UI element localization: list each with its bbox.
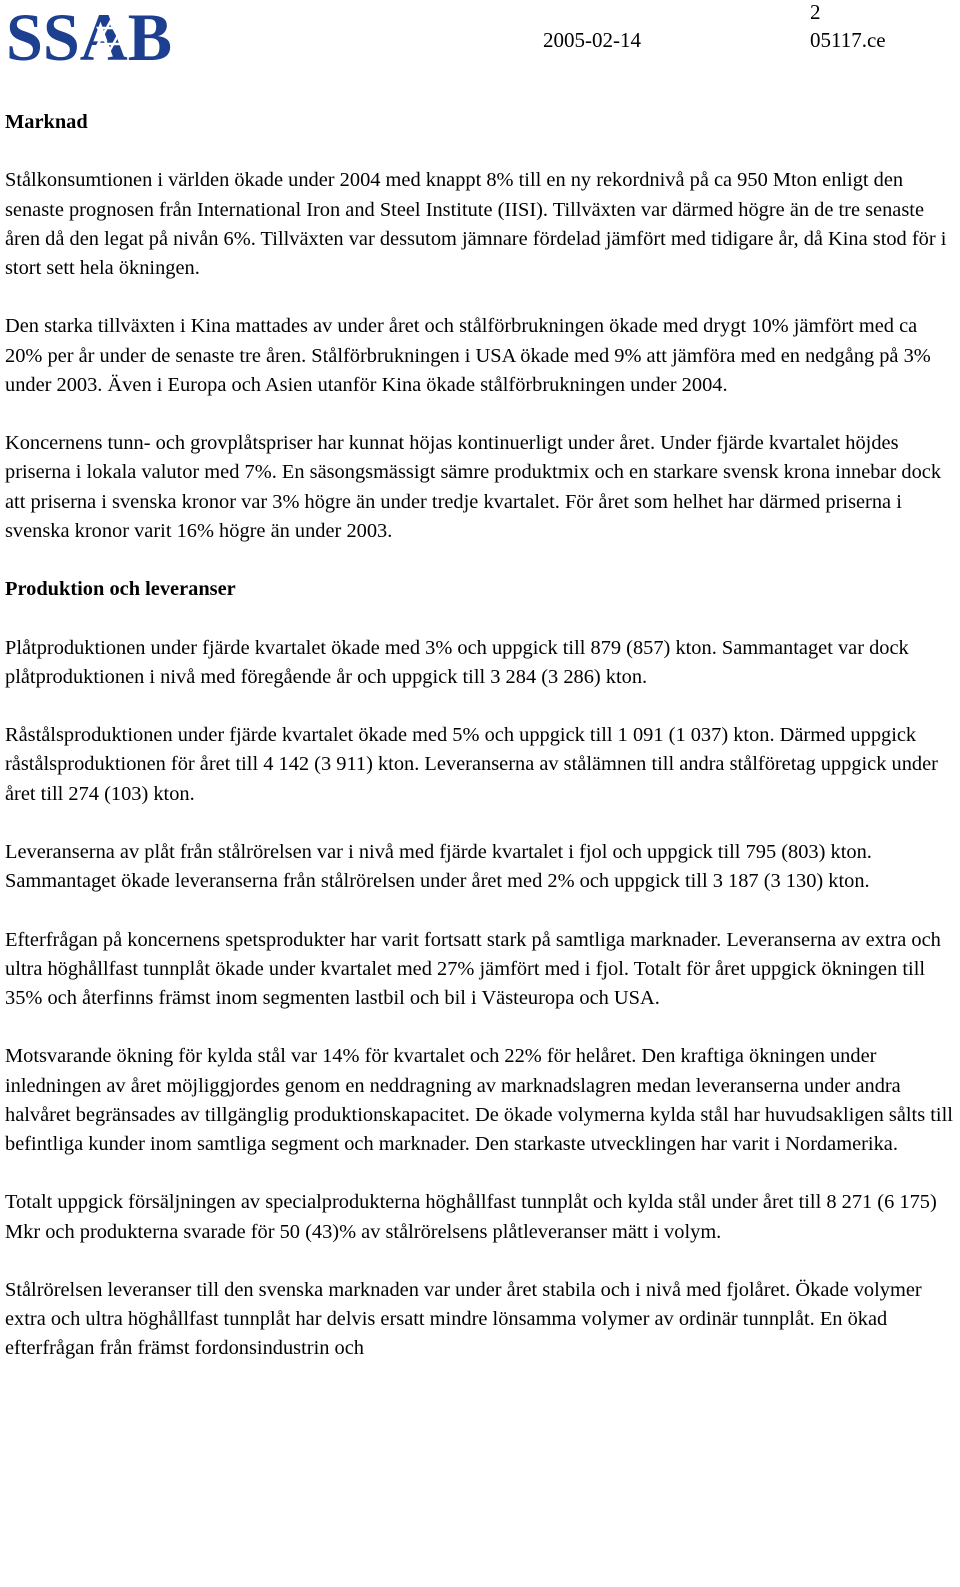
paragraph: Stålrörelsen leveranser till den svenska marknaden var under året stabila och i nivå med fjolåret. Ökade volymer extra och ultra höghållfast tunnplåt har delvis ersatt mindre lönsamma volymer av ordinär tunnplåt. En ökad efterfrågan från främst fordonsindustrin och <box>5 1278 922 1360</box>
section-heading-produktion: Produktion och leveranser <box>5 578 236 601</box>
paragraph: Stålkonsumtionen i världen ökade under 2004 med knappt 8% till en ny rekordnivå på ca 950 Mton enligt den senaste prognosen från International Iron and Steel Institute (IISI). Tillväxten var därmed högre än de tre senaste åren då den legat på nivån 6%. Tillväxten var dessutom jämnare fördelad jämfört med tidigare år, då Kina stod för i stort sett hela ökningen. <box>5 169 947 279</box>
svg-text:SSAB: SSAB <box>6 6 172 66</box>
document-body <box>5 108 958 1393</box>
paragraph: Råstålsproduktionen under fjärde kvartalet ökade med 5% och uppgick till 1 091 (1 037) kton. Därmed uppgick råstålsproduktionen för året till 4 142 (3 911) kton. Leveranserna av stålämnen till andra stålföretag uppgick under året till 274 (103) kton. <box>5 724 938 805</box>
paragraph: Motsvarande ökning för kylda stål var 14% för kvartalet och 22% för helåret. Den kraftiga ökningen under inledningen av året möjliggjordes genom en neddragning av marknadslagren medan leveranserna under andra halvåret begränsades av tillgänglig produktionskapacitet. De ökade volymerna kylda stål har huvudsakligen sålts till befintliga kunder inom samtliga segment och marknader. Den starkaste utvecklingen har varit i Nordamerika. <box>5 1045 953 1155</box>
ssab-logo-mark <box>6 6 174 66</box>
paragraph: Koncernens tunn- och grovplåtspriser har kunnat höjas kontinuerligt under året. Under fjärde kvartalet höjdes priserna i lokala valutor med 7%. En säsongsmässigt sämre produktmix och en starkare svensk krona innebar dock att priserna i svenska kronor var 3% högre än under tredje kvartalet. För året som helhet har därmed priserna i svenska kronor varit 16% högre än under 2003. <box>5 432 942 542</box>
header-page-number: 2 <box>810 0 821 24</box>
paragraph: Efterfrågan på koncernens spetsprodukter har varit fortsatt stark på samtliga marknader. Leveranserna av extra och ultra höghållfast tunnplåt ökade under kvartalet med 27% jämfört med i fjol. Totalt för året uppgick ökningen till 35% och återfinns främst inom segmenten lastbil och bil i Västeuropa och USA. <box>5 928 941 1009</box>
ssab-logo <box>6 6 174 66</box>
paragraph: Plåtproduktionen under fjärde kvartalet ökade med 3% och uppgick till 879 (857) kton. Sammantaget var dock plåtproduktionen i nivå med föregående år och uppgick till 3 284 (3 286) kton. <box>5 636 909 688</box>
section-heading-marknad: Marknad <box>5 111 88 133</box>
header-date: 2005-02-14 <box>543 28 641 52</box>
paragraph: Totalt uppgick försäljningen av specialprodukterna höghållfast tunnplåt och kylda stål under året till 8 271 (6 175) Mkr och produkterna svarade för 50 (43)% av stålrörelsens plåtleveranser mätt i volym. <box>5 1191 937 1243</box>
header-reference: 05117.ce <box>810 28 886 52</box>
paragraph: Den starka tillväxten i Kina mattades av under året och stålförbrukningen ökade med drygt 10% jämfört med ca 20% per år under de senaste tre åren. Stålförbrukningen i USA ökade med 9% att jämföra med en nedgång på 3% under 2003. Även i Europa och Asien utanför Kina ökade stålförbrukningen under 2004. <box>5 315 931 396</box>
paragraph: Leveranserna av plåt från stålrörelsen var i nivå med fjärde kvartalet i fjol och uppgick till 795 (803) kton. Sammantaget ökade leveranserna från stålrörelsen under året med 2% och uppgick till 3 187 (3 130) kton. <box>5 840 872 893</box>
